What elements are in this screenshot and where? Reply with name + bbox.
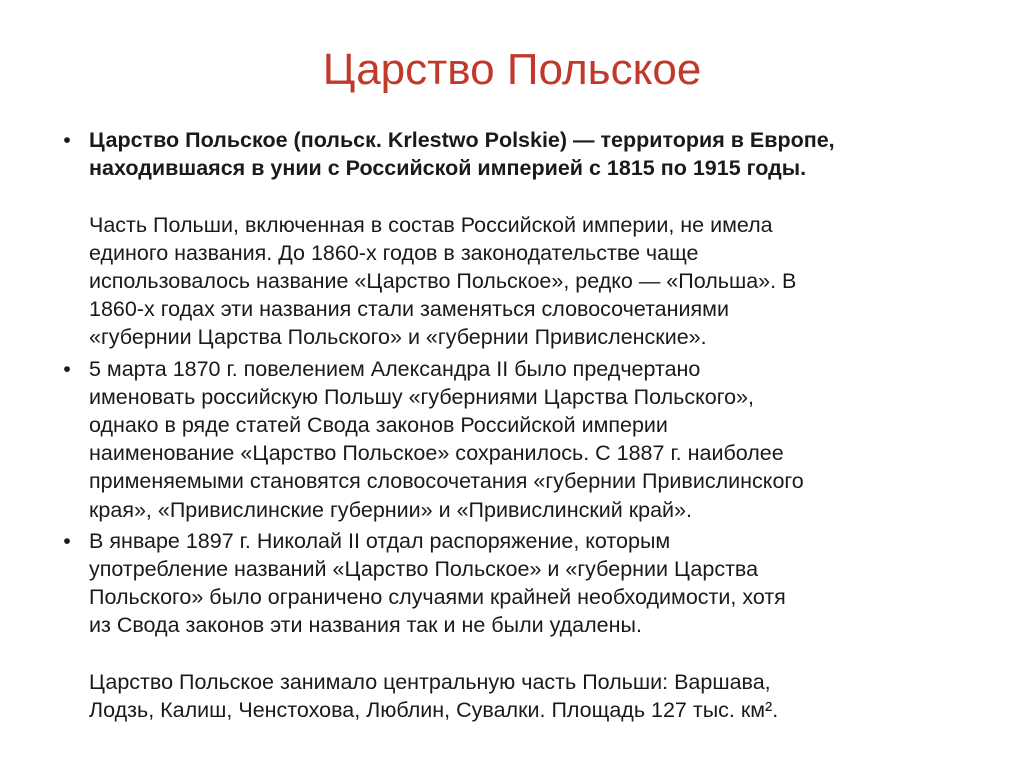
bullet-icon: • (63, 128, 71, 152)
bullet-3-text: В январе 1897 г. Николай II отдал распоряжение, которым употребление названий «Царство Польское» и «губернии Царства Польского» было ограничено случаями крайней необходимости, хотя из Свода законов эти названия так и не были удалены. (89, 528, 786, 638)
bullet-item-2 (60, 355, 980, 524)
bullet-icon: • (63, 528, 71, 553)
paragraph-gap (89, 182, 980, 210)
bullet-item-1 (60, 126, 980, 352)
bullet-item-3 (60, 527, 980, 724)
slide-title: Царство Польское (322, 45, 702, 94)
bullet-1-follow-text: Часть Польши, включенная в состав Российской империи, не имела единого названия. До 1860-х годов в законодательстве чаще использовалось название «Царство Польское», редко — «Польша». В 1860-х годах эти названия стали заменяться словосочетаниями «губернии Царства Польского» и «губернии Привисленские». (89, 212, 797, 350)
slide-content (60, 126, 980, 724)
paragraph-gap (89, 640, 980, 668)
bullet-icon: • (63, 356, 71, 381)
bullet-1-lead-text: Царство Польское (польск. Krlestwo Polskie) — территория в Европе, находившаяся в унии с Российской империей с 1815 по 1915 годы. (89, 128, 835, 181)
bullet-2-text: 5 марта 1870 г. повелением Александра II было предчертано именовать российскую Польшу «губерниями Царства Польского», однако в ряде статей Свода законов Российской империи наименование «Царство Польское» сохранилось. С 1887 г. наиболее применяемыми становятся словосочетания «губернии Привислинского края», «Привислинские губернии» и «Привислинский край». (89, 356, 804, 522)
bullet-3-follow-text: Царство Польское занимало центральную часть Польши: Варшава, Лодзь, Калиш, Ченстохова, Люблин, Сувалки. Площадь 127 тыс. км². (89, 669, 779, 723)
